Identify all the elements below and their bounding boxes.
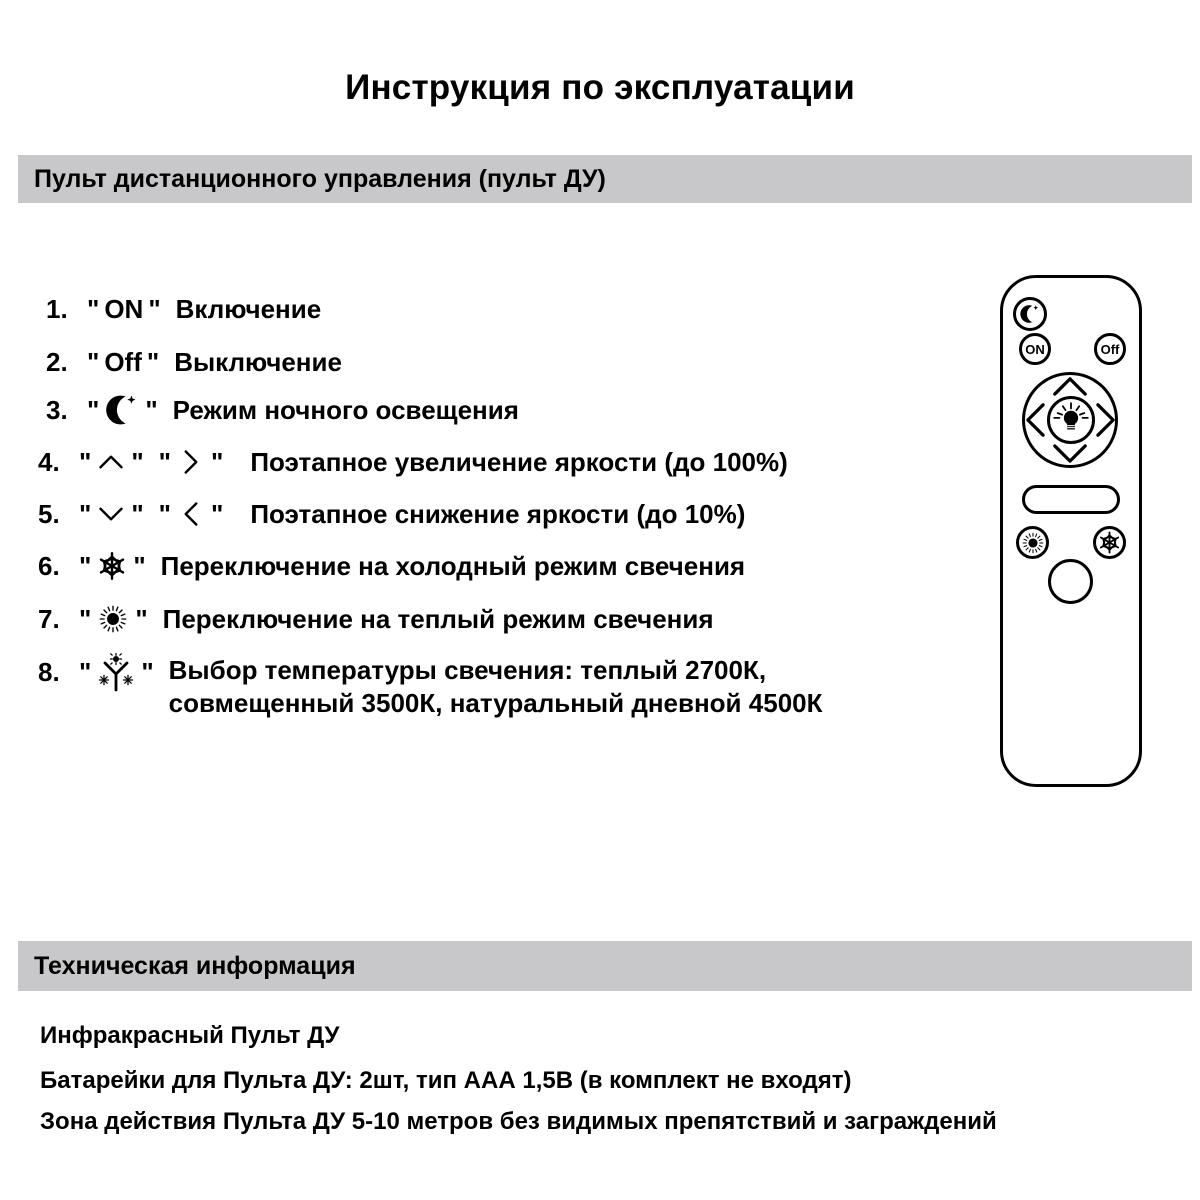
brightness-bulb-icon <box>1050 399 1092 441</box>
angle-left-icon <box>176 497 206 531</box>
quote-mark: " <box>158 498 171 529</box>
item-description: Переключение на теплый режим свечения <box>162 603 714 634</box>
warm-mode-button <box>1016 526 1049 559</box>
cold-mode-button <box>1093 526 1126 559</box>
angle-right-icon <box>1095 401 1117 439</box>
instruction-item-3 <box>46 390 519 430</box>
quote-mark: " <box>79 446 92 477</box>
chevron-up-icon <box>1051 375 1089 397</box>
quote-mark: " <box>87 346 100 377</box>
section-heading-remote: Пульт дистанционного управления (пульт ДУ) <box>34 164 606 193</box>
instruction-item-7 <box>38 601 714 637</box>
quote-mark: " <box>131 446 144 477</box>
angle-right-icon <box>176 445 206 479</box>
tech-line-batteries: Батарейки для Пульта ДУ: 2шт, тип ААА 1,5В (в комплект не входят) <box>40 1067 852 1094</box>
chevron-down-icon <box>1051 443 1089 465</box>
pill-button <box>1022 485 1120 514</box>
quote-mark: " <box>87 293 100 324</box>
quote-mark: " <box>133 550 146 581</box>
item-number: 4. <box>38 446 60 477</box>
sun-icon <box>1020 530 1046 556</box>
quote-mark: " <box>79 657 92 687</box>
quote-mark: " <box>141 657 154 687</box>
quote-mark: " <box>146 346 160 377</box>
off-button <box>1094 333 1126 365</box>
item-description: Выключение <box>174 346 342 377</box>
item-description-line2: совмещенный 3500К, натуральный дневной 4500К <box>168 688 823 718</box>
quote-mark: " <box>79 498 92 529</box>
remote-control-diagram <box>1000 275 1142 787</box>
quote-mark: " <box>79 603 92 634</box>
section-bar-remote <box>18 155 1192 203</box>
page-title: Инструкция по эксплуатации <box>345 68 855 107</box>
item-number: 5. <box>38 498 60 529</box>
instruction-item-1 <box>46 291 321 327</box>
crescent-moon-icon <box>1019 303 1041 325</box>
instruction-item-4 <box>38 444 788 480</box>
snowflake-icon <box>96 550 128 582</box>
color-temperature-select-icon <box>96 653 136 693</box>
item-description: Режим ночного освещения <box>172 394 519 425</box>
quote-mark: " <box>131 498 144 529</box>
item-number: 1. <box>46 293 68 324</box>
instruction-item-6 <box>38 548 745 584</box>
quote-mark: " <box>210 446 224 477</box>
off-button-label: Off <box>1100 341 1120 357</box>
item-description <box>169 654 823 720</box>
item-description: Переключение на холодный режим свечения <box>160 550 746 581</box>
quote-mark: " <box>87 394 100 425</box>
item-number: 2. <box>46 346 68 377</box>
crescent-moon-icon <box>104 392 140 428</box>
tech-line-range: Зона действия Пульта ДУ 5-10 метров без видимых препятствий и заграждений <box>40 1108 997 1135</box>
sun-icon <box>96 602 130 636</box>
item-number: 3. <box>46 394 68 425</box>
snowflake-icon <box>1097 530 1122 555</box>
quote-mark: " <box>79 550 92 581</box>
brightness-center-button <box>1047 396 1095 444</box>
quote-mark: " <box>158 446 171 477</box>
item-description: Поэтапное увеличение яркости (до 100%) <box>250 446 788 477</box>
item-description: Поэтапное снижение яркости (до 10%) <box>250 498 746 529</box>
section-heading-tech: Техническая информация <box>34 951 356 980</box>
chevron-down-icon <box>96 499 126 529</box>
item-number: 8. <box>38 657 60 687</box>
instruction-item-8 <box>38 654 822 720</box>
tech-line-remote-type: Инфракрасный Пульт ДУ <box>40 1022 340 1049</box>
angle-left-icon <box>1024 401 1046 439</box>
item-description: Включение <box>175 293 322 324</box>
quote-mark: " <box>148 293 161 324</box>
on-button-label: ON <box>1025 341 1045 357</box>
instruction-item-2 <box>46 344 342 380</box>
round-button <box>1048 559 1093 604</box>
night-mode-button <box>1013 297 1047 331</box>
instruction-item-5 <box>38 496 745 532</box>
item-description-line1: Выбор температуры свечения: теплый 2700К, <box>168 655 767 685</box>
chevron-up-icon <box>96 447 126 477</box>
item-number: 6. <box>38 550 60 581</box>
item-number: 7. <box>38 603 60 634</box>
quote-mark: " <box>135 603 148 634</box>
quote-mark: " <box>145 394 158 425</box>
on-button-label: ON <box>104 293 144 324</box>
section-bar-tech <box>18 941 1192 991</box>
off-button-label: Off <box>104 346 142 377</box>
on-button <box>1019 333 1051 365</box>
quote-mark: " <box>210 498 224 529</box>
